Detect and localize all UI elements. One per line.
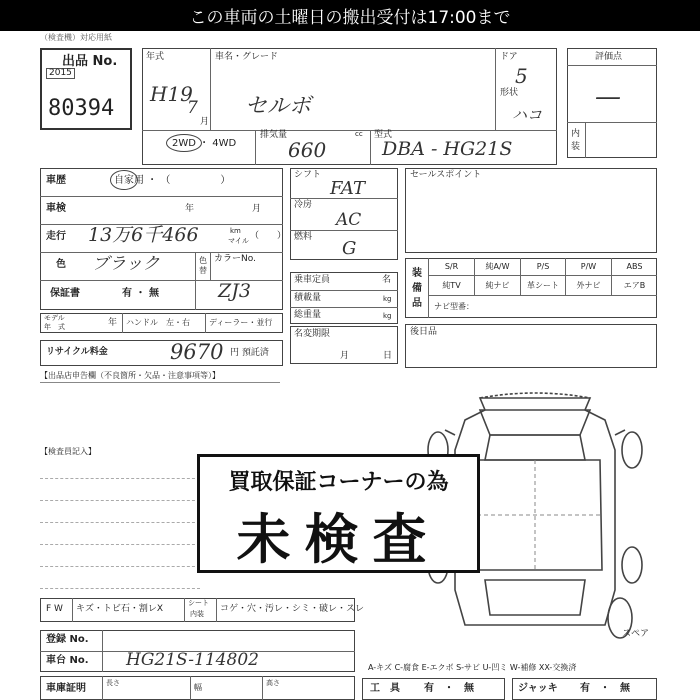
car-name-label: 車名・グレード <box>215 52 279 62</box>
year-month: 7 <box>187 98 198 118</box>
color-value: ブラック <box>92 254 160 274</box>
model-year-label-bottom: 年 式 <box>44 323 65 331</box>
equipment-row2 <box>429 276 657 296</box>
capacity-unit: 名 <box>382 275 392 285</box>
displacement-unit: cc <box>355 130 363 138</box>
drive-circle <box>166 134 202 152</box>
interior-label: 内装 <box>571 129 581 152</box>
equip-pw: P/W <box>566 258 612 276</box>
jack-value: 有 ・ 無 <box>580 683 630 694</box>
equip-sr: S/R <box>429 258 475 276</box>
equip-leather: 革シート <box>521 276 566 296</box>
weight-unit: kg <box>383 312 392 320</box>
equip-ext-navi: 外ナビ <box>566 276 612 296</box>
recycle-label: リサイクル料金 <box>46 347 108 357</box>
rear-item-label: 後日品 <box>410 327 438 337</box>
rear-item-box <box>405 324 657 368</box>
mileage-unit-km: km <box>230 227 241 235</box>
mileage-label: 走行 <box>46 231 66 242</box>
body-shape-label: 形状 <box>500 88 519 98</box>
cert-length: 長さ <box>106 679 120 687</box>
tools-label: 工 具 <box>370 683 400 694</box>
inspection-month-unit: 月 <box>252 204 262 214</box>
damage-legend: A-キズ C-腐食 E-エクボ S-サビ U-凹ミ W-補修 XX-交換済 <box>368 663 577 672</box>
lot-label: 出品 No. <box>62 54 118 69</box>
displacement-label: 排気量 <box>260 130 288 140</box>
recycle-value: 9670 <box>170 340 224 364</box>
chassis-label: 車台 No. <box>46 655 89 666</box>
model-value: DBA - HG21S <box>382 138 513 160</box>
body-shape-value: ハコ <box>512 106 543 124</box>
inspection-label: 車検 <box>46 203 66 214</box>
load-unit: kg <box>383 295 392 303</box>
warranty-value: 有 ・ 無 <box>122 288 159 299</box>
dealer-text: ディーラー・並行 <box>209 318 273 327</box>
shift-value: FAT <box>330 178 365 199</box>
aircon-value: AC <box>336 210 362 230</box>
mileage-value: 13万6千466 <box>88 224 199 246</box>
year-era: H19 <box>150 82 193 106</box>
model-year-label-top: モデル <box>44 314 65 322</box>
top-banner <box>0 0 700 31</box>
seat-label-bottom: 内装 <box>190 610 204 618</box>
color-no-label: カラーNo. <box>214 254 256 264</box>
rating-value: — <box>595 82 621 112</box>
year-month-unit: 月 <box>200 117 210 127</box>
load-label: 積載量 <box>294 293 322 303</box>
doors-value: 5 <box>515 64 528 88</box>
equipment-label: 装備品 <box>412 268 422 309</box>
rating-label: 評価点 <box>595 52 623 62</box>
color-no-value: ZJ3 <box>218 280 251 302</box>
chassis-value: HG21S-114802 <box>126 650 259 670</box>
mileage-unit-mile: マイル <box>228 237 249 245</box>
drive-options: 2WD ・ 4WD <box>172 138 237 149</box>
fuel-label: 燃料 <box>294 232 313 242</box>
equip-airbag: エアB <box>612 276 657 296</box>
lot-year-badge: 2015 <box>46 68 75 79</box>
model-label: 型式 <box>374 130 393 140</box>
sheet-header: （検査機）対応用紙 <box>40 33 112 42</box>
jack-label: ジャッキ <box>518 683 558 694</box>
cert-label: 車庫証明 <box>46 683 86 694</box>
displacement-value: 660 <box>288 138 327 162</box>
inspection-year-unit: 年 <box>185 204 195 214</box>
cert-height: 高さ <box>266 679 280 687</box>
tools-value: 有 ・ 無 <box>424 683 474 694</box>
mileage-paren: （ ） <box>250 231 287 241</box>
sales-point-box <box>405 168 657 253</box>
shift-label: シフト <box>294 170 322 180</box>
weight-label: 総重量 <box>294 310 322 320</box>
car-name-value: セルボ <box>245 94 312 119</box>
stamp-line1: 買取保証コーナーの為 <box>228 470 449 495</box>
change-date-day: 日 <box>383 351 393 361</box>
history-label: 車歴 <box>46 175 66 186</box>
inspector-note-label: 【検査員記入】 <box>40 447 96 456</box>
color-label: 色 <box>56 259 66 270</box>
change-date-month: 月 <box>340 351 350 361</box>
equip-navi: 純ナビ <box>475 276 521 296</box>
history-circle <box>110 170 138 190</box>
recycle-unit: 円 預託済 <box>230 348 269 358</box>
color-change-label: 色替 <box>199 256 207 276</box>
equip-aw: 純A/W <box>475 258 521 276</box>
inspection-stamp <box>197 454 480 573</box>
history-value: 自家用 ・ （ ） <box>114 175 231 186</box>
fw-label: F W <box>46 604 63 614</box>
capacity-label: 乗車定員 <box>294 275 331 285</box>
handle-text: ハンドル 左・右 <box>126 318 190 327</box>
seat-value: コゲ・穴・汚レ・シミ・破レ・スレ <box>220 604 365 614</box>
equipment-row1 <box>429 258 657 276</box>
aircon-label: 冷房 <box>294 200 313 210</box>
fuel-value: G <box>342 238 357 259</box>
equip-ps: P/S <box>521 258 566 276</box>
spare-label: スペア <box>622 629 650 639</box>
year-label: 年式 <box>146 52 165 62</box>
equip-abs: ABS <box>612 258 657 276</box>
registration-label: 登録 No. <box>46 634 89 645</box>
seat-label-top: シート <box>188 599 209 607</box>
change-date-label: 名変期限 <box>294 329 331 339</box>
lot-box <box>40 48 132 130</box>
lot-number: 80394 <box>48 96 115 121</box>
sales-point-label: セールスポイント <box>410 170 482 180</box>
cert-width: 幅 <box>194 683 202 692</box>
warranty-label: 保証書 <box>50 288 80 299</box>
doors-label: ドア <box>500 52 518 62</box>
banner-text: この車両の土曜日の搬出受付は17:00まで <box>189 8 511 28</box>
navi-model-label: ナビ型番： <box>434 302 474 311</box>
fw-value: キズ・トビ石・割レX <box>76 604 163 614</box>
stamp-line2: 未検査 <box>236 508 441 571</box>
equip-tv: 純TV <box>429 276 475 296</box>
seller-note-label: 【出品店申告欄（不良箇所・欠品・注意事項等）】 <box>40 371 220 380</box>
model-year-unit: 年 <box>108 318 118 328</box>
